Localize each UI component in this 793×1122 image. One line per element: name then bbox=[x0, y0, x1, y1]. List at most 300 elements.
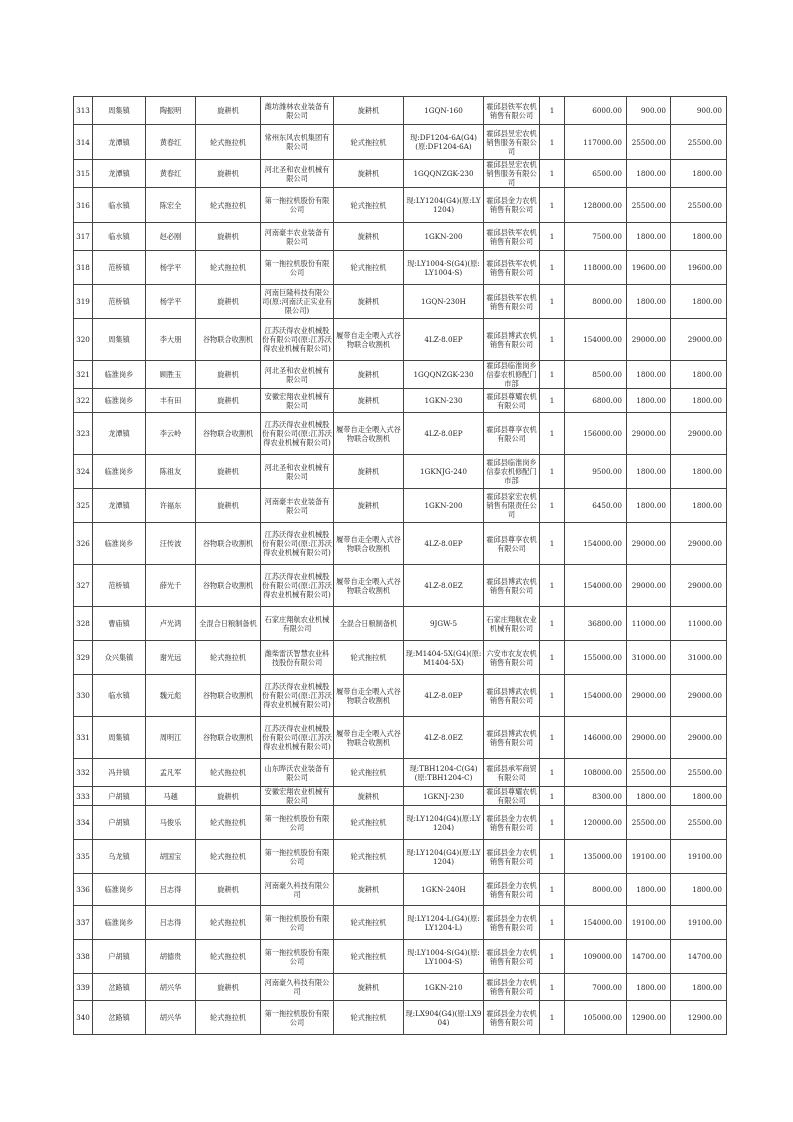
buyer-name-cell: 黄春红 bbox=[146, 160, 196, 188]
manufacturer-cell: 河南豪丰农业装备有限公司 bbox=[261, 489, 334, 523]
table-row bbox=[74, 125, 727, 160]
town-cell: 众兴集镇 bbox=[93, 641, 146, 675]
subsidy-cell: 14700.00 bbox=[627, 940, 671, 974]
price-cell: 154000.00 bbox=[565, 675, 627, 717]
town-cell: 临淮岗乡 bbox=[93, 455, 146, 489]
manufacturer-cell: 江苏沃得农业机械股份有限公司(原:江苏沃得农业机械有限公司) bbox=[261, 413, 334, 455]
quantity-cell: 1 bbox=[540, 874, 565, 906]
price-cell: 8300.00 bbox=[565, 787, 627, 806]
total-subsidy-cell: 1800.00 bbox=[671, 160, 727, 188]
subsidy-cell: 19600.00 bbox=[627, 251, 671, 285]
quantity-cell: 1 bbox=[540, 160, 565, 188]
model-cell: 1GQN-160 bbox=[404, 97, 484, 125]
subsidy-cell: 25500.00 bbox=[627, 188, 671, 223]
quantity-cell: 1 bbox=[540, 361, 565, 389]
row-number: 325 bbox=[74, 489, 93, 523]
subsidy-cell: 1800.00 bbox=[627, 489, 671, 523]
row-number: 329 bbox=[74, 641, 93, 675]
row-number: 321 bbox=[74, 361, 93, 389]
buyer-name-cell: 谢光远 bbox=[146, 641, 196, 675]
quantity-cell: 1 bbox=[540, 806, 565, 840]
machine-type-cell: 谷物联合收割机 bbox=[196, 523, 261, 565]
quantity-cell: 1 bbox=[540, 641, 565, 675]
price-cell: 120000.00 bbox=[565, 806, 627, 840]
subsidy-cell: 1800.00 bbox=[627, 361, 671, 389]
quantity-cell: 1 bbox=[540, 840, 565, 874]
quantity-cell: 1 bbox=[540, 906, 565, 940]
table-row bbox=[74, 285, 727, 319]
row-number: 313 bbox=[74, 97, 93, 125]
manufacturer-cell: 第一拖拉机股份有限公司 bbox=[261, 1001, 334, 1035]
town-cell: 岔路镇 bbox=[93, 974, 146, 1001]
buyer-name-cell: 赵必刚 bbox=[146, 223, 196, 251]
row-number: 317 bbox=[74, 223, 93, 251]
dealer-cell: 霍邱县临淮岗乡信泰农机修配门市部 bbox=[484, 361, 540, 389]
quantity-cell: 1 bbox=[540, 413, 565, 455]
dealer-cell: 霍邱县尊耀农机有限公司 bbox=[484, 389, 540, 413]
row-number: 324 bbox=[74, 455, 93, 489]
model-cell: 1GKN-230 bbox=[404, 389, 484, 413]
buyer-name-cell: 陈宏全 bbox=[146, 188, 196, 223]
machine-type-cell: 轮式拖拉机 bbox=[196, 1001, 261, 1035]
model-cell: 1GKN-200 bbox=[404, 489, 484, 523]
total-subsidy-cell: 1800.00 bbox=[671, 787, 727, 806]
table-row bbox=[74, 787, 727, 806]
machine-type-cell: 旋耕机 bbox=[196, 160, 261, 188]
total-subsidy-cell: 25500.00 bbox=[671, 188, 727, 223]
buyer-name-cell: 周明江 bbox=[146, 717, 196, 759]
dealer-cell: 霍邱县博武农机销售有限公司 bbox=[484, 319, 540, 361]
price-cell: 154000.00 bbox=[565, 906, 627, 940]
model-cell: 1GQQNZGK-230 bbox=[404, 361, 484, 389]
town-cell: 龙潭镇 bbox=[93, 125, 146, 160]
quantity-cell: 1 bbox=[540, 523, 565, 565]
subsidy-cell: 19100.00 bbox=[627, 906, 671, 940]
model-cell: 现:LY1004-S(G4)(原:LY1004-S) bbox=[404, 251, 484, 285]
model-cell: 1GKN-200 bbox=[404, 223, 484, 251]
product-name-cell: 旋耕机 bbox=[334, 974, 404, 1001]
quantity-cell: 1 bbox=[540, 125, 565, 160]
model-cell: 4LZ-8.0EZ bbox=[404, 717, 484, 759]
manufacturer-cell: 江苏沃得农业机械股份有限公司(原:江苏沃得农业机械有限公司) bbox=[261, 523, 334, 565]
table-row bbox=[74, 641, 727, 675]
price-cell: 128000.00 bbox=[565, 188, 627, 223]
total-subsidy-cell: 19600.00 bbox=[671, 251, 727, 285]
machine-type-cell: 轮式拖拉机 bbox=[196, 940, 261, 974]
total-subsidy-cell: 25500.00 bbox=[671, 125, 727, 160]
row-number: 320 bbox=[74, 319, 93, 361]
subsidy-cell: 29000.00 bbox=[627, 319, 671, 361]
town-cell: 临淮岗乡 bbox=[93, 906, 146, 940]
table-row bbox=[74, 1001, 727, 1035]
total-subsidy-cell: 1800.00 bbox=[671, 455, 727, 489]
table-row bbox=[74, 906, 727, 940]
price-cell: 7000.00 bbox=[565, 974, 627, 1001]
quantity-cell: 1 bbox=[540, 1001, 565, 1035]
dealer-cell: 霍邱县承军商贸有限公司 bbox=[484, 759, 540, 787]
dealer-cell: 霍邱县博武农机销售有限公司 bbox=[484, 717, 540, 759]
machine-type-cell: 轮式拖拉机 bbox=[196, 188, 261, 223]
row-number: 319 bbox=[74, 285, 93, 319]
quantity-cell: 1 bbox=[540, 97, 565, 125]
row-number: 335 bbox=[74, 840, 93, 874]
buyer-name-cell: 汪传波 bbox=[146, 523, 196, 565]
model-cell: 1GKN-210 bbox=[404, 974, 484, 1001]
product-name-cell: 轮式拖拉机 bbox=[334, 906, 404, 940]
product-name-cell: 轮式拖拉机 bbox=[334, 251, 404, 285]
manufacturer-cell: 第一拖拉机股份有限公司 bbox=[261, 806, 334, 840]
town-cell: 周集镇 bbox=[93, 97, 146, 125]
subsidy-cell: 1800.00 bbox=[627, 787, 671, 806]
manufacturer-cell: 常州东风农机集团有限公司 bbox=[261, 125, 334, 160]
product-name-cell: 履带自走全喂入式谷物联合收割机 bbox=[334, 319, 404, 361]
machine-type-cell: 轮式拖拉机 bbox=[196, 641, 261, 675]
row-number: 340 bbox=[74, 1001, 93, 1035]
buyer-name-cell: 杨学平 bbox=[146, 285, 196, 319]
machine-type-cell: 旋耕机 bbox=[196, 223, 261, 251]
buyer-name-cell: 胡德贵 bbox=[146, 940, 196, 974]
dealer-cell: 霍邱县临淮岗乡信泰农机修配门市部 bbox=[484, 455, 540, 489]
buyer-name-cell: 李大朋 bbox=[146, 319, 196, 361]
dealer-cell: 霍邱县金力农机销售有限公司 bbox=[484, 188, 540, 223]
dealer-cell: 霍邱县金力农机销售有限公司 bbox=[484, 806, 540, 840]
row-number: 336 bbox=[74, 874, 93, 906]
town-cell: 龙潭镇 bbox=[93, 413, 146, 455]
table-row bbox=[74, 840, 727, 874]
model-cell: 4LZ-8.0EP bbox=[404, 413, 484, 455]
town-cell: 临淮岗乡 bbox=[93, 874, 146, 906]
town-cell: 龙潭镇 bbox=[93, 160, 146, 188]
town-cell: 户胡镇 bbox=[93, 787, 146, 806]
town-cell: 曹庙镇 bbox=[93, 607, 146, 641]
machine-type-cell: 旋耕机 bbox=[196, 787, 261, 806]
buyer-name-cell: 马越 bbox=[146, 787, 196, 806]
product-name-cell: 旋耕机 bbox=[334, 489, 404, 523]
table-row bbox=[74, 565, 727, 607]
dealer-cell: 霍邱县金力农机销售有限公司 bbox=[484, 974, 540, 1001]
table-row bbox=[74, 806, 727, 840]
subsidy-cell: 25500.00 bbox=[627, 806, 671, 840]
row-number: 327 bbox=[74, 565, 93, 607]
subsidy-cell: 19100.00 bbox=[627, 840, 671, 874]
product-name-cell: 轮式拖拉机 bbox=[334, 1001, 404, 1035]
buyer-name-cell: 李云岭 bbox=[146, 413, 196, 455]
dealer-cell: 石家庄翔航农业机械有限公司 bbox=[484, 607, 540, 641]
quantity-cell: 1 bbox=[540, 607, 565, 641]
price-cell: 105000.00 bbox=[565, 1001, 627, 1035]
price-cell: 154000.00 bbox=[565, 523, 627, 565]
manufacturer-cell: 第一拖拉机股份有限公司 bbox=[261, 940, 334, 974]
model-cell: 现:LY1204(G4)(原:LY1204) bbox=[404, 188, 484, 223]
dealer-cell: 霍邱县金力农机销售有限公司 bbox=[484, 906, 540, 940]
quantity-cell: 1 bbox=[540, 565, 565, 607]
manufacturer-cell: 潍柴雷沃智慧农业科技股份有限公司 bbox=[261, 641, 334, 675]
model-cell: 现:M1404-5X(G4)(原:M1404-5X) bbox=[404, 641, 484, 675]
buyer-name-cell: 胡国宝 bbox=[146, 840, 196, 874]
machine-type-cell: 旋耕机 bbox=[196, 97, 261, 125]
quantity-cell: 1 bbox=[540, 717, 565, 759]
subsidy-cell: 29000.00 bbox=[627, 565, 671, 607]
dealer-cell: 霍邱县金力农机销售有限公司 bbox=[484, 1001, 540, 1035]
model-cell: 1GKNJ-230 bbox=[404, 787, 484, 806]
town-cell: 户胡镇 bbox=[93, 806, 146, 840]
manufacturer-cell: 江苏沃得农业机械股份有限公司(原:江苏沃得农业机械有限公司) bbox=[261, 565, 334, 607]
price-cell: 146000.00 bbox=[565, 717, 627, 759]
model-cell: 4LZ-8.0EP bbox=[404, 523, 484, 565]
machine-type-cell: 旋耕机 bbox=[196, 489, 261, 523]
model-cell: 现:LY1004-S(G4)(原:LY1004-S) bbox=[404, 940, 484, 974]
town-cell: 龙潭镇 bbox=[93, 489, 146, 523]
town-cell: 临淮岗乡 bbox=[93, 361, 146, 389]
table-row bbox=[74, 251, 727, 285]
total-subsidy-cell: 1800.00 bbox=[671, 361, 727, 389]
machine-type-cell: 谷物联合收割机 bbox=[196, 675, 261, 717]
manufacturer-cell: 河南豪丰农业装备有限公司 bbox=[261, 223, 334, 251]
model-cell: 现:DF1204-6A(G4)(原:DF1204-6A) bbox=[404, 125, 484, 160]
subsidy-cell: 1800.00 bbox=[627, 874, 671, 906]
subsidy-cell: 1800.00 bbox=[627, 455, 671, 489]
model-cell: 现:TBH1204-C(G4)(原:TBH1204-C) bbox=[404, 759, 484, 787]
buyer-name-cell: 丰有田 bbox=[146, 389, 196, 413]
price-cell: 6000.00 bbox=[565, 97, 627, 125]
manufacturer-cell: 河北圣和农业机械有限公司 bbox=[261, 455, 334, 489]
row-number: 334 bbox=[74, 806, 93, 840]
subsidy-cell: 29000.00 bbox=[627, 675, 671, 717]
dealer-cell: 霍邱县博武农机销售有限公司 bbox=[484, 675, 540, 717]
product-name-cell: 旋耕机 bbox=[334, 455, 404, 489]
subsidy-cell: 1800.00 bbox=[627, 160, 671, 188]
row-number: 332 bbox=[74, 759, 93, 787]
row-number: 314 bbox=[74, 125, 93, 160]
town-cell: 范桥镇 bbox=[93, 285, 146, 319]
town-cell: 临淮岗乡 bbox=[93, 389, 146, 413]
subsidy-cell: 29000.00 bbox=[627, 717, 671, 759]
total-subsidy-cell: 1800.00 bbox=[671, 223, 727, 251]
total-subsidy-cell: 1800.00 bbox=[671, 389, 727, 413]
machine-type-cell: 全混合日粮制备机 bbox=[196, 607, 261, 641]
dealer-cell: 霍邱县金力农机销售有限公司 bbox=[484, 874, 540, 906]
manufacturer-cell: 第一拖拉机股份有限公司 bbox=[261, 906, 334, 940]
town-cell: 临水镇 bbox=[93, 188, 146, 223]
table-row bbox=[74, 188, 727, 223]
product-name-cell: 旋耕机 bbox=[334, 787, 404, 806]
town-cell: 临水镇 bbox=[93, 223, 146, 251]
quantity-cell: 1 bbox=[540, 389, 565, 413]
quantity-cell: 1 bbox=[540, 285, 565, 319]
machine-type-cell: 轮式拖拉机 bbox=[196, 840, 261, 874]
price-cell: 109000.00 bbox=[565, 940, 627, 974]
town-cell: 周集镇 bbox=[93, 319, 146, 361]
model-cell: 现:LY1204(G4)(原:LY1204) bbox=[404, 806, 484, 840]
total-subsidy-cell: 14700.00 bbox=[671, 940, 727, 974]
total-subsidy-cell: 29000.00 bbox=[671, 675, 727, 717]
price-cell: 7500.00 bbox=[565, 223, 627, 251]
dealer-cell: 霍邱县家宏农机销售有限责任公司 bbox=[484, 489, 540, 523]
total-subsidy-cell: 29000.00 bbox=[671, 565, 727, 607]
table-row bbox=[74, 974, 727, 1001]
table-row bbox=[74, 160, 727, 188]
machine-type-cell: 旋耕机 bbox=[196, 455, 261, 489]
product-name-cell: 轮式拖拉机 bbox=[334, 759, 404, 787]
row-number: 333 bbox=[74, 787, 93, 806]
total-subsidy-cell: 1800.00 bbox=[671, 489, 727, 523]
dealer-cell: 霍邱县尊享农机有限公司 bbox=[484, 523, 540, 565]
product-name-cell: 履带自走全喂入式谷物联合收割机 bbox=[334, 717, 404, 759]
table-body bbox=[74, 97, 727, 1035]
product-name-cell: 旋耕机 bbox=[334, 389, 404, 413]
dealer-cell: 霍邱县金力农机销售有限公司 bbox=[484, 840, 540, 874]
price-cell: 6800.00 bbox=[565, 389, 627, 413]
row-number: 315 bbox=[74, 160, 93, 188]
machine-type-cell: 轮式拖拉机 bbox=[196, 806, 261, 840]
price-cell: 8500.00 bbox=[565, 361, 627, 389]
model-cell: 1GQN-230H bbox=[404, 285, 484, 319]
town-cell: 户胡镇 bbox=[93, 940, 146, 974]
table-row bbox=[74, 717, 727, 759]
price-cell: 6500.00 bbox=[565, 160, 627, 188]
total-subsidy-cell: 900.00 bbox=[671, 97, 727, 125]
town-cell: 临淮岗乡 bbox=[93, 523, 146, 565]
table-row bbox=[74, 455, 727, 489]
dealer-cell: 霍邱县尊享农机有限公司 bbox=[484, 413, 540, 455]
product-name-cell: 履带自走全喂入式谷物联合收割机 bbox=[334, 565, 404, 607]
machine-type-cell: 谷物联合收割机 bbox=[196, 413, 261, 455]
row-number: 338 bbox=[74, 940, 93, 974]
subsidy-cell: 31000.00 bbox=[627, 641, 671, 675]
machine-type-cell: 谷物联合收割机 bbox=[196, 319, 261, 361]
row-number: 318 bbox=[74, 251, 93, 285]
model-cell: 1GQQNZGK-230 bbox=[404, 160, 484, 188]
row-number: 316 bbox=[74, 188, 93, 223]
manufacturer-cell: 河北圣和农业机械有限公司 bbox=[261, 361, 334, 389]
subsidy-table-page bbox=[73, 96, 727, 1035]
buyer-name-cell: 顾胜玉 bbox=[146, 361, 196, 389]
town-cell: 范桥镇 bbox=[93, 565, 146, 607]
total-subsidy-cell: 29000.00 bbox=[671, 319, 727, 361]
total-subsidy-cell: 25500.00 bbox=[671, 806, 727, 840]
dealer-cell: 霍邱县铁军农机销售有限公司 bbox=[484, 285, 540, 319]
machine-type-cell: 旋耕机 bbox=[196, 874, 261, 906]
model-cell: 9JGW-5 bbox=[404, 607, 484, 641]
price-cell: 9500.00 bbox=[565, 455, 627, 489]
price-cell: 8000.00 bbox=[565, 285, 627, 319]
table-row bbox=[74, 389, 727, 413]
buyer-name-cell: 魏元彪 bbox=[146, 675, 196, 717]
product-name-cell: 履带自走全喂入式谷物联合收割机 bbox=[334, 413, 404, 455]
total-subsidy-cell: 31000.00 bbox=[671, 641, 727, 675]
buyer-name-cell: 吕志得 bbox=[146, 874, 196, 906]
manufacturer-cell: 石家庄翔航农业机械有限公司 bbox=[261, 607, 334, 641]
buyer-name-cell: 胡兴华 bbox=[146, 1001, 196, 1035]
product-name-cell: 旋耕机 bbox=[334, 874, 404, 906]
total-subsidy-cell: 25500.00 bbox=[671, 759, 727, 787]
product-name-cell: 轮式拖拉机 bbox=[334, 188, 404, 223]
town-cell: 冯井镇 bbox=[93, 759, 146, 787]
price-cell: 8000.00 bbox=[565, 874, 627, 906]
subsidy-cell: 25500.00 bbox=[627, 759, 671, 787]
quantity-cell: 1 bbox=[540, 940, 565, 974]
product-name-cell: 履带自走全喂入式谷物联合收割机 bbox=[334, 675, 404, 717]
product-name-cell: 旋耕机 bbox=[334, 285, 404, 319]
manufacturer-cell: 第一拖拉机股份有限公司 bbox=[261, 251, 334, 285]
total-subsidy-cell: 19100.00 bbox=[671, 906, 727, 940]
subsidy-cell: 25500.00 bbox=[627, 125, 671, 160]
buyer-name-cell: 吕志得 bbox=[146, 906, 196, 940]
buyer-name-cell: 薛光千 bbox=[146, 565, 196, 607]
subsidy-cell: 1800.00 bbox=[627, 974, 671, 1001]
table-row bbox=[74, 413, 727, 455]
row-number: 331 bbox=[74, 717, 93, 759]
dealer-cell: 霍邱县昱宏农机销售服务有限公司 bbox=[484, 125, 540, 160]
product-name-cell: 旋耕机 bbox=[334, 223, 404, 251]
table-row bbox=[74, 759, 727, 787]
machine-type-cell: 轮式拖拉机 bbox=[196, 759, 261, 787]
product-name-cell: 全混合日粮制备机 bbox=[334, 607, 404, 641]
machine-type-cell: 谷物联合收割机 bbox=[196, 717, 261, 759]
product-name-cell: 轮式拖拉机 bbox=[334, 940, 404, 974]
manufacturer-cell: 第一拖拉机股份有限公司 bbox=[261, 840, 334, 874]
model-cell: 现:LY1204-L(G4)(原:LY1204-L) bbox=[404, 906, 484, 940]
machine-type-cell: 轮式拖拉机 bbox=[196, 125, 261, 160]
quantity-cell: 1 bbox=[540, 787, 565, 806]
quantity-cell: 1 bbox=[540, 974, 565, 1001]
buyer-name-cell: 黄春红 bbox=[146, 125, 196, 160]
machine-type-cell: 旋耕机 bbox=[196, 389, 261, 413]
row-number: 328 bbox=[74, 607, 93, 641]
manufacturer-cell: 山东晔沃农业装备有限公司 bbox=[261, 759, 334, 787]
price-cell: 156000.00 bbox=[565, 413, 627, 455]
buyer-name-cell: 马俊乐 bbox=[146, 806, 196, 840]
model-cell: 4LZ-8.0EP bbox=[404, 675, 484, 717]
subsidy-cell: 12900.00 bbox=[627, 1001, 671, 1035]
manufacturer-cell: 第一拖拉机股份有限公司 bbox=[261, 188, 334, 223]
row-number: 330 bbox=[74, 675, 93, 717]
product-name-cell: 轮式拖拉机 bbox=[334, 840, 404, 874]
manufacturer-cell: 江苏沃得农业机械股份有限公司(原:江苏沃得农业机械有限公司) bbox=[261, 319, 334, 361]
table-row bbox=[74, 223, 727, 251]
town-cell: 岔路镇 bbox=[93, 1001, 146, 1035]
table-row bbox=[74, 523, 727, 565]
quantity-cell: 1 bbox=[540, 188, 565, 223]
row-number: 322 bbox=[74, 389, 93, 413]
price-cell: 118000.00 bbox=[565, 251, 627, 285]
model-cell: 现:LX904(G4)(原:LX904) bbox=[404, 1001, 484, 1035]
dealer-cell: 霍邱县铁军农机销售有限公司 bbox=[484, 223, 540, 251]
subsidy-cell: 29000.00 bbox=[627, 413, 671, 455]
subsidy-cell: 1800.00 bbox=[627, 389, 671, 413]
row-number: 326 bbox=[74, 523, 93, 565]
table-row bbox=[74, 361, 727, 389]
table-row bbox=[74, 489, 727, 523]
product-name-cell: 轮式拖拉机 bbox=[334, 125, 404, 160]
table-row bbox=[74, 874, 727, 906]
price-cell: 117000.00 bbox=[565, 125, 627, 160]
table-row bbox=[74, 97, 727, 125]
manufacturer-cell: 河南巨隆科技有限公司(原:河南沃正实业有限公司) bbox=[261, 285, 334, 319]
quantity-cell: 1 bbox=[540, 675, 565, 717]
machine-type-cell: 谷物联合收割机 bbox=[196, 565, 261, 607]
dealer-cell: 霍邱县昱宏农机销售服务有限公司 bbox=[484, 160, 540, 188]
dealer-cell: 六安市农友农机销售有限公司 bbox=[484, 641, 540, 675]
total-subsidy-cell: 11000.00 bbox=[671, 607, 727, 641]
subsidy-cell: 900.00 bbox=[627, 97, 671, 125]
subsidy-cell: 29000.00 bbox=[627, 523, 671, 565]
town-cell: 临水镇 bbox=[93, 675, 146, 717]
product-name-cell: 旋耕机 bbox=[334, 97, 404, 125]
product-name-cell: 旋耕机 bbox=[334, 361, 404, 389]
total-subsidy-cell: 1800.00 bbox=[671, 974, 727, 1001]
total-subsidy-cell: 1800.00 bbox=[671, 874, 727, 906]
